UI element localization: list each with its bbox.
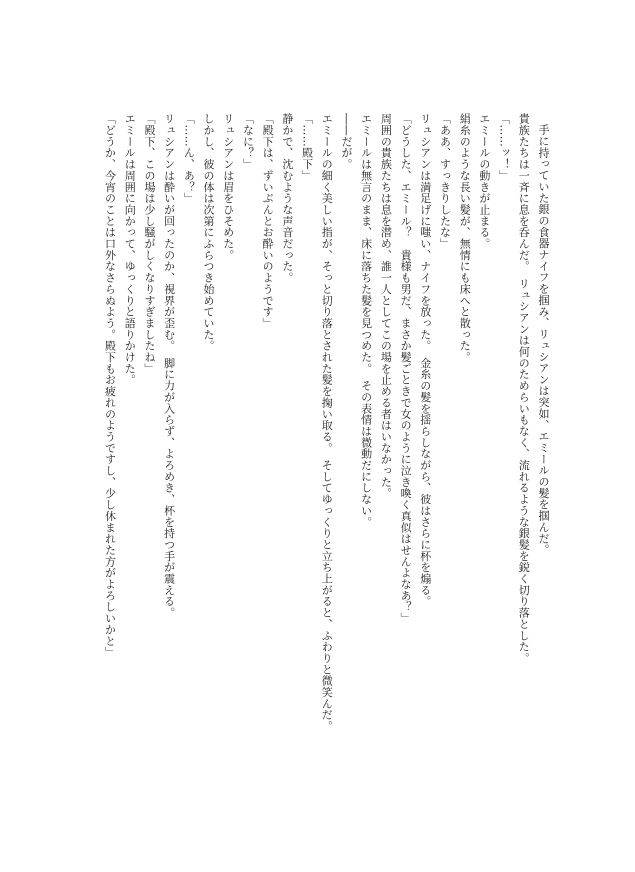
text-line: 「……殿下」: [300, 113, 314, 182]
text-line: 「どうした、エミール？ 貴様も男だ、まさか髪ごときで女のように泣き喚く真似はせんよなあ？」: [399, 113, 413, 624]
text-line: 「殿下、この場は少し騒がしくなりすぎましたね」: [142, 113, 156, 375]
text-line: エミールは無言のまま、床に落ちた髪を見つめた。 その表情は微動だにしない。: [359, 113, 373, 528]
vertical-text-body: [100, 113, 553, 732]
text-line: エミールの細く美しい指が、そっと切り落とされた髪を掬い取る。 そしてゆっくりと立ち上がると、ふわりと微笑んだ。: [320, 113, 334, 732]
text-line: 「ああ、すっきりしたな」: [438, 113, 452, 250]
text-line: 貴族たちは一斉に息を呑んだ。 リュシアンは何のためらいもなく、流れるような銀髪を鋭く切り落とした。: [517, 113, 531, 664]
text-line: リュシアンは眉をひそめた。: [221, 113, 235, 261]
text-line: 周囲の貴族たちは息を潜め、誰一人としてこの場を止める者はいなかった。: [379, 113, 393, 499]
text-line: エミールの動きが止まる。: [477, 113, 491, 250]
text-line: 手に持っていた銀の食器ナイフを掴み、リュシアンは突如、エミールの髪を掴んだ。: [537, 124, 550, 556]
text-line: しかし、彼の体は次第にふらつき始めていた。: [202, 113, 216, 352]
text-line: リュシアンは満足げに嗤い、ナイフを放った。 金糸の髪を揺らしながら、彼はさらに杯を煽る。: [418, 113, 432, 607]
text-line: エミールは周囲に向かって、ゆっくりと語りかけた。: [123, 113, 137, 386]
text-line: リュシアンは酔いが回ったのか、視界が歪む。 脚に力が入らず、よろめき、杯を持つ手が震える。: [162, 113, 176, 619]
text-line: 静かで、沈むような声音だった。: [280, 113, 294, 284]
text-line: 「殿下は、ずいぶんとお酔いのようです」: [261, 113, 275, 329]
text-line: 「なに？」: [241, 113, 255, 170]
text-line: 「……ん、あ？」: [182, 113, 196, 204]
text-line: ――だが。: [339, 113, 353, 170]
text-line: 「……ッ！」: [497, 113, 511, 182]
text-line: 絹糸のような長い髪が、無情にも床へと散った。: [458, 113, 472, 363]
text-line: 「どうか、今宵のことは口外なさらぬよう。殿下もお疲れのようですし、少し休まれた方がよろしいかと」: [103, 113, 117, 658]
